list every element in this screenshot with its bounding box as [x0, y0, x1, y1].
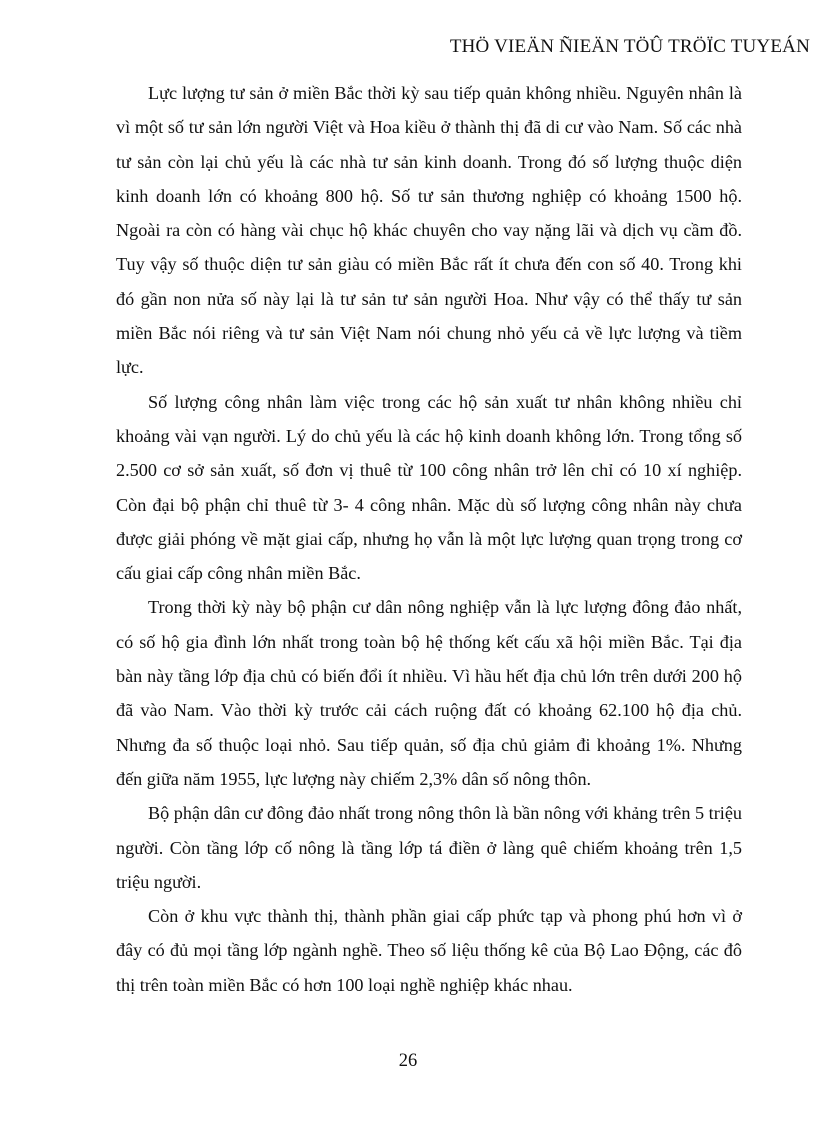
paragraph-poor-peasants: Bộ phận dân cư đông đảo nhất trong nông thôn là bần nông với khảng trên 5 triệu người. Còn tầng lớp cố nông là tầng lớp tá điền ở làng quê chiếm khoảng trên 1,5 triệu người. [116, 803, 742, 892]
document-body [116, 76, 742, 1002]
page-number: 26 [398, 1051, 418, 1071]
running-header: THÖ VIEÄN ÑIEÄN TÖÛ TRÖÏC TUYEÁN [449, 36, 810, 57]
paragraph-workers: Số lượng công nhân làm việc trong các hộ sản xuất tư nhân không nhiều chỉ khoảng vài vạn người. Lý do chủ yếu là các hộ kinh doanh không lớn. Trong tổng số 2.500 cơ sở sản xuất, số đơn vị thuê từ 100 công nhân trở lên chỉ có 10 xí nghiệp. Còn đại bộ phận chỉ thuê từ 3- 4 công nhân. Mặc dù số lượng công nhân này chưa được giải phóng về mặt giai cấp, nhưng họ vẫn là một lực lượng quan trọng trong cơ cấu giai cấp công nhân miền Bắc. [116, 391, 742, 584]
paragraph-agriculture: Trong thời kỳ này bộ phận cư dân nông nghiệp vẫn là lực lượng đông đảo nhất, có số hộ gia đình lớn nhất trong toàn bộ hệ thống kết cấu xã hội miền Bắc. Tại địa bàn này tầng lớp địa chủ có biến đổi ít nhiều. Vì hầu hết địa chủ lớn trên dưới 200 hộ đã vào Nam. Vào thời kỳ trước cải cách ruộng đất có khoảng 62.100 hộ địa chủ. Nhưng đa số thuộc loại nhỏ. Sau tiếp quản, số địa chủ giảm đi khoảng 1%. Nhưng đến giữa năm 1955, lực lượng này chiếm 2,3% dân số nông thôn. [116, 597, 742, 789]
paragraph-bourgeoisie: Lực lượng tư sản ở miền Bắc thời kỳ sau tiếp quản không nhiều. Nguyên nhân là vì một số tư sản lớn người Việt và Hoa kiều ở thành thị đã di cư vào Nam. Số các nhà tư sản còn lại chủ yếu là các nhà tư sản kinh doanh. Trong đó số lượng thuộc diện kinh doanh lớn có khoảng 800 hộ. Số tư sản thương nghiệp có khoảng 1500 hộ. Ngoài ra còn có hàng vài chục hộ khác chuyên cho vay nặng lãi và dịch vụ cầm đồ. Tuy vậy số thuộc diện tư sản giàu có miền Bắc rất ít chưa đến con số 40. Trong khi đó gần non nửa số này lại là tư sản tư sản người Hoa. Như vậy có thể thấy tư sản miền Bắc nói riêng và tư sản Việt Nam nói chung nhỏ yếu cả về lực lượng và tiềm lực. [116, 83, 742, 378]
paragraph-urban: Còn ở khu vực thành thị, thành phần giai cấp phức tạp và phong phú hơn vì ở đây có đủ mọi tầng lớp ngành nghề. Theo số liệu thống kê của Bộ Lao Động, các đô thị trên toàn miền Bắc có hơn 100 loại nghề nghiệp khác nhau. [116, 906, 742, 995]
